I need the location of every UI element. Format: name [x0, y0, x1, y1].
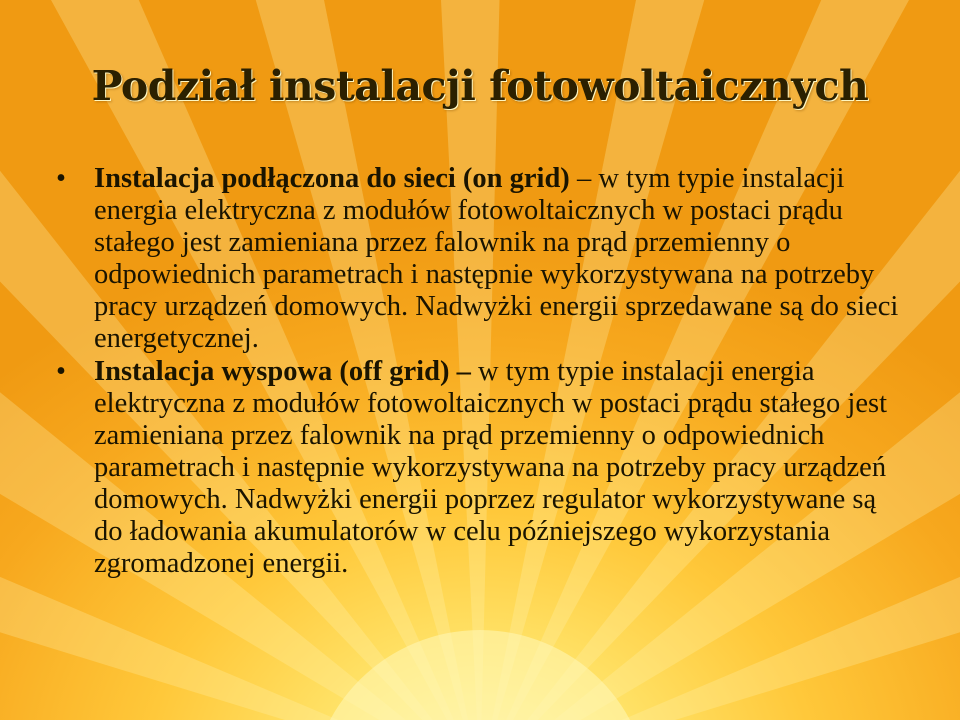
bullet-dot-icon: •	[56, 163, 66, 194]
bullet-text-on-grid: – w tym typie instalacji energia elektryczna z modułów fotowoltaicznych w postaci prądu stałego jest zamieniana przez falownik na prąd przemienny o odpowiednich parametrach i następnie wykorzystywana na potrzeby pracy urządzeń domowych. Nadwyżki energii sprzedawane są do sieci energetycznej.	[94, 163, 899, 354]
bullet-item-on-grid	[56, 163, 906, 355]
bullet-lead-on-grid: Instalacja podłączona do sieci (on grid)	[94, 163, 570, 194]
bullet-text-off-grid: w tym typie instalacji energia elektryczna z modułów fotowoltaicznych w postaci prądu stałego jest zamieniana przez falownik na prąd przemienny o odpowiednich parametrach i następnie wykorzystywana na potrzeby pracy urządzeń domowych. Nadwyżki energii poprzez regulator wykorzystywane są do ładowania akumulatorów w celu późniejszego wykorzystania zgromadzonej energii.	[94, 356, 887, 579]
bullet-lead-off-grid: Instalacja wyspowa (off grid) –	[94, 356, 471, 387]
bullet-item-off-grid	[56, 356, 906, 580]
bullet-list	[56, 163, 906, 581]
slide-title: Podział instalacji fotowoltaicznych	[91, 62, 869, 110]
bullet-dot-icon: •	[56, 356, 66, 387]
